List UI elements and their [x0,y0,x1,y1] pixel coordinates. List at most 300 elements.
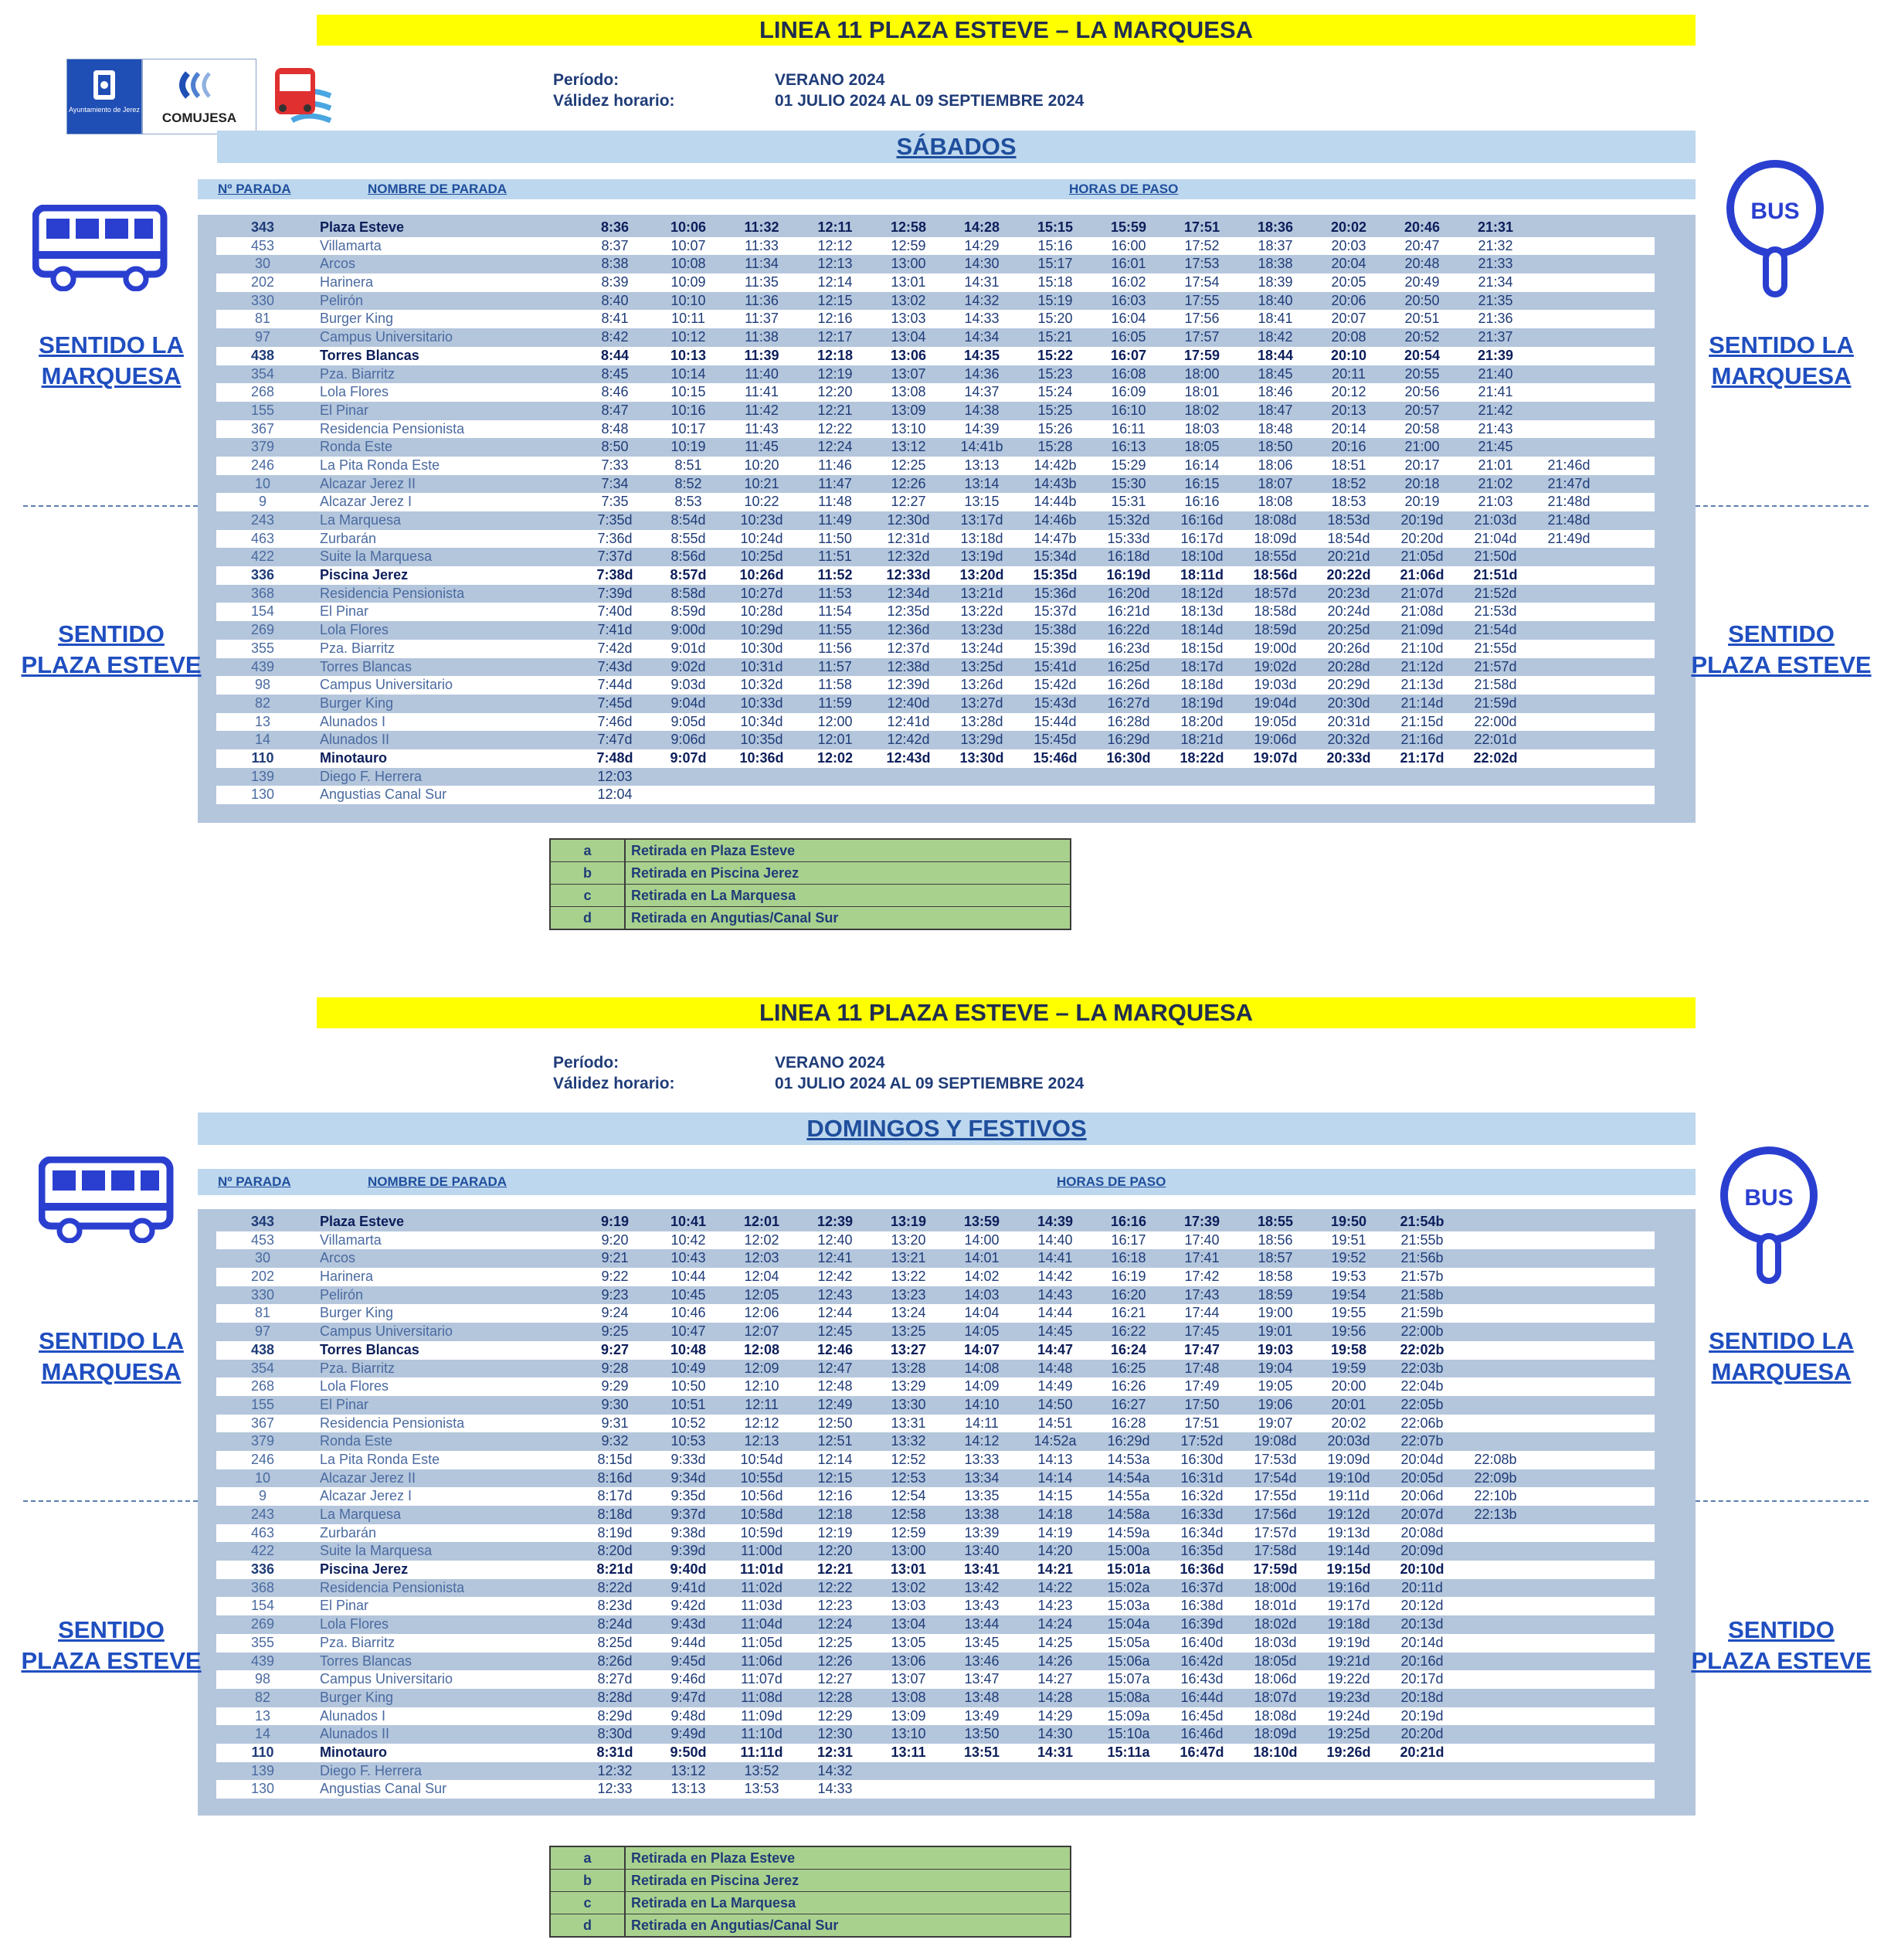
departure-time: 21:58b [1400,1286,1444,1303]
departure-time: 18:09d [1254,1726,1297,1742]
departure-time: 21:03d [1474,512,1517,528]
departure-time: 20:58 [1404,420,1440,436]
departure-time: 18:03 [1184,420,1220,436]
departure-time: 20:24d [1327,603,1370,620]
table-row [216,1341,1655,1360]
legend-row [551,1847,1070,1870]
departure-time: 13:09 [891,1707,926,1724]
departure-time: 12:36d [887,622,930,638]
departure-time: 20:07d [1400,1507,1444,1522]
table-row [216,1634,1655,1653]
stop-number: 81 [254,1305,271,1321]
departure-time: 12:42d [887,732,930,748]
departure-time: 14:47b [1034,530,1077,546]
table-row [216,365,1655,384]
departure-time: 8:27d [597,1671,633,1687]
departure-time: 9:49d [670,1726,706,1742]
departure-time: 20:21d [1327,549,1370,565]
departure-time: 13:28d [960,713,1003,729]
departure-time: 20:54 [1404,347,1441,363]
departure-time: 17:51 [1184,1415,1220,1431]
departure-time: 12:12 [817,237,853,253]
departure-time: 9:20 [601,1231,629,1248]
bus-sign-text: BUS [1744,1185,1794,1211]
stop-name: Torres Blancas [320,1341,419,1357]
departure-time: 9:27 [600,1341,630,1357]
departure-time: 13:43 [964,1598,1000,1614]
departure-time: 9:05d [670,713,706,729]
departure-time: 20:06d [1400,1488,1444,1504]
departure-time: 9:30 [601,1396,629,1412]
departure-time: 8:52 [674,475,702,491]
departure-time: 17:59 [1183,347,1220,363]
departure-time: 12:30 [817,1726,853,1742]
departure-time: 13:18d [960,530,1003,546]
departure-time: 20:32d [1327,732,1370,748]
departure-time: 14:23 [1037,1598,1073,1614]
legend-key: c [551,1892,626,1914]
departure-time: 8:38 [601,256,629,272]
departure-time: 17:52d [1180,1433,1224,1449]
stop-number: 139 [250,768,275,784]
stop-number: 438 [250,1341,275,1357]
departure-time: 13:10 [891,420,926,436]
departure-time: 10:33d [740,695,783,711]
departure-time: 18:48 [1258,420,1293,436]
ayuntamiento-logo [66,59,142,134]
table-row [216,402,1655,420]
departure-time: 21:32 [1478,237,1513,253]
departure-time: 14:08 [964,1360,1000,1376]
departure-time: 18:55 [1257,1214,1294,1229]
departure-time: 13:19 [890,1214,927,1229]
departure-time: 16:39d [1180,1616,1224,1632]
stop-name: Harinera [320,274,374,290]
departure-time: 12:04 [744,1269,779,1285]
departure-time: 14:42b [1034,457,1077,473]
stop-name: Pza. Biarritz [320,640,395,656]
departure-time: 10:06 [670,219,707,235]
departure-time: 14:40 [1037,1231,1073,1248]
stop-name: Pelirón [320,1286,364,1303]
departure-time: 12:02 [816,749,854,766]
stop-number: 422 [250,549,275,565]
departure-time: 19:55 [1331,1305,1366,1321]
departure-time: 7:35 [601,494,629,510]
legend-row [551,1914,1070,1936]
stop-number: 154 [250,603,275,620]
departure-time: 12:21 [817,402,853,418]
departure-time: 8:18d [597,1507,633,1522]
departure-time: 16:33d [1180,1507,1224,1522]
departure-time: 10:29d [740,622,783,638]
departure-time: 18:57d [1254,585,1297,601]
departure-time: 15:29 [1111,457,1146,473]
departure-time: 20:13d [1400,1616,1444,1632]
departure-time: 7:39d [597,585,633,601]
departure-time: 16:29d [1107,1433,1150,1449]
departure-time: 13:39 [964,1524,1000,1540]
departure-time: 18:05 [1184,439,1220,455]
departure-time: 22:06b [1400,1415,1444,1431]
departure-time: 14:44 [1037,1305,1073,1321]
stop-number: 355 [250,640,275,656]
table-row [216,1231,1655,1250]
departure-time: 9:34d [670,1469,706,1486]
departure-time: 19:23d [1327,1689,1370,1705]
departure-time: 14:48 [1037,1360,1073,1376]
table-row [216,255,1655,273]
departure-time: 20:18d [1400,1689,1444,1705]
departure-time: 10:09 [670,274,706,290]
departure-time: 17:45 [1184,1323,1220,1340]
departure-time: 10:22 [744,494,779,510]
departure-time: 16:47d [1180,1744,1224,1760]
departure-time: 15:16 [1037,237,1073,253]
stop-name: Lola Flores [320,1616,389,1632]
departure-time: 15:11a [1107,1744,1150,1760]
departure-time: 21:55d [1474,640,1517,656]
legend-text: Retirada en Piscina Jerez [631,865,799,881]
departure-time: 21:48d [1547,512,1590,528]
departure-time: 12:59 [891,1524,926,1540]
departure-time: 11:34 [745,256,779,272]
departure-time: 16:28 [1111,1415,1146,1431]
departure-time: 12:14 [817,1451,853,1467]
departure-time: 13:00 [891,256,926,272]
stop-name: Campus Universitario [320,677,453,693]
departure-time: 22:01d [1474,732,1517,748]
departure-time: 12:50 [817,1415,853,1431]
departure-time: 13:32 [891,1433,926,1449]
departure-time: 21:15d [1400,713,1444,729]
departure-time: 21:42 [1478,402,1513,418]
departure-time: 10:20 [744,457,779,473]
stop-name: El Pinar [320,402,369,418]
side-label-la-marquesa-right: SENTIDO LA MARQUESA [1709,1327,1854,1385]
departure-time: 21:48d [1547,494,1590,510]
departure-time: 18:08d [1254,512,1297,528]
departure-time: 12:06 [744,1305,779,1321]
table-row [216,328,1655,347]
departure-time: 22:02d [1473,749,1518,766]
stop-number: 14 [254,732,271,748]
departure-time: 20:09d [1400,1543,1444,1559]
departure-time: 14:53a [1107,1451,1150,1467]
table-row [216,1524,1655,1543]
legend-text: Retirada en Angutias/Canal Sur [631,1918,839,1933]
departure-time: 21:47d [1547,475,1590,491]
departure-time: 11:39 [744,347,779,363]
departure-time: 18:42 [1258,329,1293,345]
departure-time: 18:47 [1258,402,1293,418]
departure-time: 19:19d [1327,1634,1370,1650]
departure-time: 7:36d [597,530,633,546]
stop-number: 130 [250,1781,275,1797]
departure-time: 14:12 [964,1433,1000,1449]
table-row [216,585,1655,603]
departure-time: 11:50 [818,530,852,546]
table-row [216,603,1655,621]
departure-time: 12:44 [817,1305,853,1321]
departure-time: 14:22 [1037,1579,1073,1595]
departure-time: 21:34 [1478,274,1513,290]
departure-time: 14:44b [1034,494,1077,510]
departure-time: 17:54 [1184,274,1220,290]
departure-time: 10:41 [670,1214,707,1229]
departure-time: 11:42 [745,402,779,418]
departure-time: 14:39 [1037,1214,1074,1229]
stop-name: Pza. Biarritz [320,1360,395,1376]
departure-time: 8:22d [597,1579,633,1595]
departure-time: 11:47 [818,475,852,491]
departure-time: 21:01 [1478,457,1513,473]
stop-number: 463 [250,530,275,546]
stop-name: Alunados II [320,1726,390,1742]
departure-time: 21:50d [1474,549,1517,565]
legend-row [551,1892,1070,1914]
departure-time: 20:13 [1331,402,1366,418]
departure-time: 9:29 [601,1378,629,1394]
departure-time: 21:13d [1400,677,1444,693]
legend-row [551,1870,1070,1892]
departure-time: 19:08d [1254,1433,1297,1449]
departure-time: 11:53 [818,585,852,601]
departure-time: 9:32 [601,1433,629,1449]
departure-time: 13:01 [891,274,926,290]
departure-time: 20:33d [1326,749,1371,766]
departure-time: 13:47 [964,1671,1000,1687]
legend-row [551,840,1070,862]
departure-time: 12:22 [817,1579,853,1595]
departure-time: 11:01d [739,1561,784,1578]
departure-time: 14:37 [964,384,1000,400]
departure-time: 12:27 [817,1671,853,1687]
departure-time: 9:41d [670,1579,706,1595]
departure-time: 19:06d [1254,732,1297,748]
table-row [216,511,1655,530]
departure-time: 13:12 [891,439,926,455]
departure-time: 13:04 [891,329,926,345]
departure-time: 8:58d [670,585,706,601]
stop-number: 155 [250,402,275,418]
departure-time: 18:18d [1180,677,1224,693]
stop-name: Burger King [320,311,394,327]
departure-time: 12:17 [817,329,853,345]
departure-time: 9:00d [670,622,706,638]
departure-time: 21:07d [1400,585,1444,601]
departure-time: 14:03 [964,1286,1000,1303]
departure-time: 8:29d [597,1707,633,1724]
departure-time: 12:59 [891,237,926,253]
departure-time: 19:59 [1331,1360,1366,1376]
departure-time: 14:38 [964,402,1000,418]
table-row [216,749,1655,768]
departure-time: 11:41 [745,384,779,400]
departure-time: 8:45 [601,365,629,382]
departure-time: 16:34d [1180,1524,1224,1540]
departure-time: 21:16d [1400,732,1444,748]
departure-time: 11:54 [818,603,852,620]
departure-time: 17:57d [1254,1524,1297,1540]
departure-time: 12:31 [816,1744,854,1760]
table-row [216,1451,1655,1469]
departure-time: 19:50 [1330,1214,1367,1229]
stop-number: 154 [250,1598,275,1614]
departure-time: 21:03 [1478,494,1513,510]
departure-time: 21:36 [1478,311,1513,327]
departure-time: 16:36d [1180,1561,1224,1578]
departure-time: 21:45 [1478,439,1513,455]
departure-time: 10:44 [670,1269,706,1285]
departure-time: 10:28d [740,603,783,620]
departure-time: 7:40d [597,603,633,620]
departure-time: 7:46d [597,713,633,729]
departure-time: 10:16 [670,402,706,418]
departure-time: 14:24 [1037,1616,1073,1632]
departure-time: 11:58 [818,677,852,693]
departure-time: 16:09 [1111,384,1146,400]
stop-number: 98 [254,677,271,693]
departure-time: 15:18 [1037,274,1073,290]
departure-time: 10:56d [740,1488,783,1504]
departure-time: 18:20d [1180,713,1224,729]
departure-time: 17:39 [1183,1214,1220,1229]
departure-time: 10:53 [670,1433,706,1449]
departure-time: 17:40 [1184,1231,1220,1248]
departure-time: 13:13 [670,1781,706,1797]
departure-time: 21:57b [1400,1269,1444,1285]
departure-time: 12:18 [816,347,854,363]
departure-time: 14:32 [817,1762,853,1778]
legend-table [549,838,1071,930]
table-row [216,1670,1655,1689]
table-row [216,1725,1655,1744]
departure-time: 19:11d [1328,1488,1370,1504]
stop-name: Pza. Biarritz [320,1634,395,1650]
departure-time: 13:48 [964,1689,1000,1705]
departure-time: 19:58 [1330,1341,1367,1357]
stop-name: El Pinar [320,1598,369,1614]
departure-time: 18:03d [1254,1634,1297,1650]
departure-time: 13:59 [963,1214,1000,1229]
departure-time: 10:31d [740,658,783,674]
departure-time: 18:01 [1184,384,1220,400]
departure-time: 13:08 [891,384,926,400]
timetable-rows [216,1213,1655,1799]
stop-number: 243 [250,1507,275,1522]
departure-time: 12:20 [817,384,853,400]
departure-time: 16:00 [1111,237,1146,253]
departure-time: 7:35d [597,512,633,528]
stop-name: La Marquesa [320,1507,402,1522]
departure-time: 12:27 [891,494,926,510]
departure-time: 21:33 [1478,256,1513,272]
departure-time: 18:00d [1254,1579,1297,1595]
departure-time: 12:34d [887,585,930,601]
departure-time: 18:53 [1331,494,1366,510]
departure-time: 20:55 [1404,365,1440,382]
stop-name: Zurbarán [320,530,377,546]
departure-time: 14:15 [1037,1488,1073,1504]
departure-time: 19:03d [1254,677,1297,693]
departure-time: 15:39d [1034,640,1077,656]
departure-time: 16:28d [1107,713,1150,729]
departure-time: 12:39 [816,1214,854,1229]
stop-number: 379 [250,1433,275,1449]
stop-name: Diego F. Herrera [320,1762,423,1778]
departure-time: 15:15 [1037,219,1074,235]
departure-time: 16:30d [1180,1451,1224,1467]
departure-time: 10:11 [671,311,705,327]
departure-time: 16:25 [1111,1360,1146,1376]
stop-name: Alunados II [320,732,390,748]
departure-time: 21:12d [1400,658,1444,674]
departure-time: 11:45 [745,439,779,455]
departure-time: 12:13 [817,256,853,272]
stop-number: 30 [254,256,271,272]
departure-time: 15:19 [1037,292,1073,308]
departure-time: 15:46d [1033,749,1078,766]
departure-time: 10:19 [670,439,706,455]
departure-time: 12:25 [817,1634,853,1650]
departure-time: 20:19d [1400,1707,1444,1724]
stop-name: Arcos [320,1250,356,1266]
departure-time: 13:30d [959,749,1004,766]
bus-sign-text: BUS [1750,199,1800,224]
col-stop-header: Nº PARADA [218,1174,291,1189]
departure-time: 20:06 [1331,292,1366,308]
departure-time: 15:07a [1107,1671,1150,1687]
departure-time: 15:36d [1034,585,1077,601]
departure-time: 18:21d [1180,732,1224,748]
stop-number: 422 [250,1543,275,1559]
table-row [216,347,1655,365]
departure-time: 20:47 [1404,237,1440,253]
bus-stop-sign-icon [1715,1145,1831,1284]
departure-time: 11:49 [818,512,852,528]
departure-time: 13:22d [960,603,1003,620]
stop-name: Diego F. Herrera [320,768,423,784]
departure-time: 8:53 [674,494,702,510]
departure-time: 12:11 [745,1396,779,1412]
departure-time: 20:29d [1327,677,1370,693]
departure-time: 21:57d [1474,658,1517,674]
departure-time: 16:27 [1111,1396,1146,1412]
departure-time: 13:07 [891,1671,926,1687]
departure-time: 21:39 [1477,347,1514,363]
departure-time: 12:41d [887,713,930,729]
departure-time: 19:13d [1327,1524,1370,1540]
departure-time: 19:05 [1258,1378,1293,1394]
departure-time: 20:28d [1327,658,1370,674]
departure-time: 18:12d [1180,585,1224,601]
departure-time: 16:19d [1106,567,1151,583]
departure-time: 14:30 [1037,1726,1073,1742]
departure-time: 11:35 [745,274,779,290]
legend-key: a [551,840,626,861]
departure-time: 10:25d [740,549,783,565]
departure-time: 13:12 [670,1762,706,1778]
departure-time: 16:22 [1111,1323,1146,1340]
stop-name: Zurbarán [320,1524,377,1540]
validity-label: Válidez horario: [553,1075,675,1092]
departure-time: 13:29 [891,1378,926,1394]
legend-key: c [551,885,626,906]
stop-number: 13 [254,713,271,729]
departure-time: 18:59 [1258,1286,1293,1303]
departure-time: 13:25d [960,658,1003,674]
